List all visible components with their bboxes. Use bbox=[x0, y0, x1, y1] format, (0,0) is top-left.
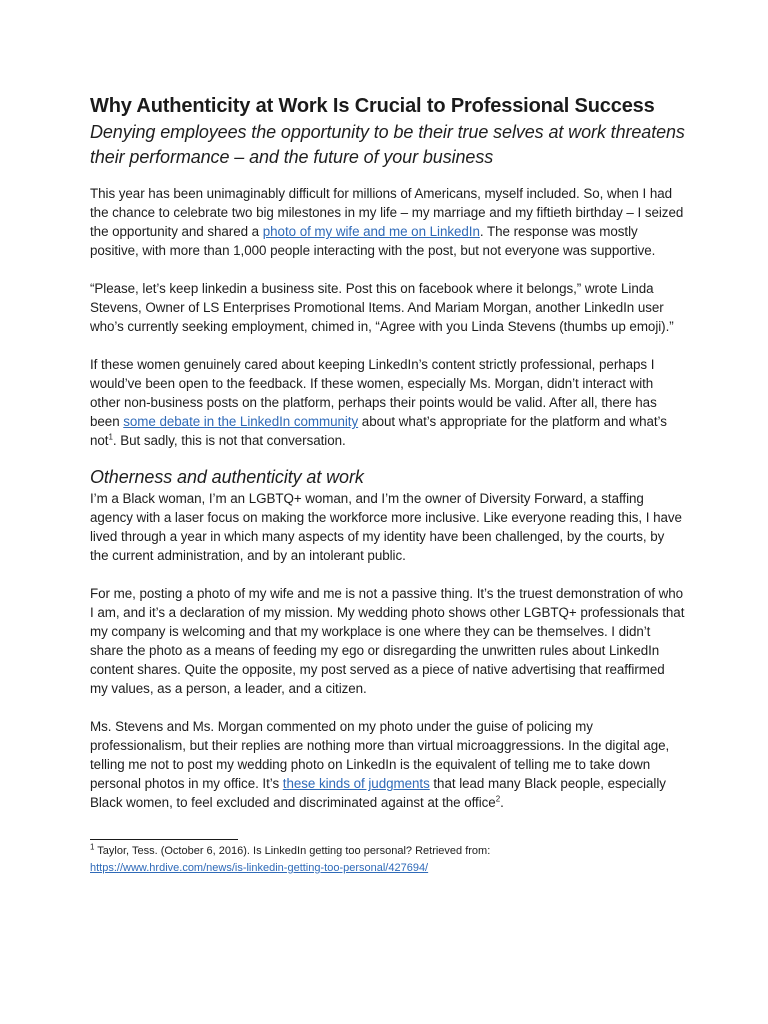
paragraph-1 bbox=[90, 184, 686, 260]
footnote-marker-1: 1 bbox=[90, 842, 95, 852]
linkedin-debate-link[interactable]: some debate in the LinkedIn community bbox=[123, 414, 359, 429]
paragraph-3-text-c: . But sadly, this is not that conversation. bbox=[112, 433, 346, 448]
article-title: Why Authenticity at Work Is Crucial to Professional Success bbox=[90, 95, 655, 117]
article-subtitle: Denying employees the opportunity to be their true selves at work threatens their performance – and the future of your business bbox=[90, 122, 685, 167]
judgments-link[interactable]: these kinds of judgments bbox=[282, 776, 430, 791]
paragraph-5: For me, posting a photo of my wife and me is not a passive thing. It’s the truest demonstration of who I am, and it’s a declaration of my mission. My wedding photo shows other LGBTQ+ professionals that my company is welcoming and that my workplace is one where they can be themselves. I didn’t share the photo as a means of feeding my ego or disregarding the unwritten rules about LinkedIn content shares. Quite the opposite, my post served as a piece of native advertising that reaffirmed my values, as a person, a leader, and a citizen. bbox=[90, 586, 685, 696]
paragraph-3-text-b: about what’s appropriate for the platform and what’s not bbox=[90, 414, 667, 448]
paragraph-3 bbox=[90, 355, 686, 450]
paragraph-6-text-c: . bbox=[500, 795, 504, 810]
paragraph-6 bbox=[90, 717, 686, 812]
paragraph-3-text-a: If these women genuinely cared about keeping LinkedIn’s content strictly professional, perhaps I would’ve been open to the feedback. If these women, especially Ms. Morgan, didn’t interact with other non-business posts on the platform, perhaps their points would be valid. After all, there has been bbox=[90, 357, 657, 429]
footnote-ref-1: 1 bbox=[108, 432, 113, 442]
paragraph-2: “Please, let’s keep linkedin a business site. Post this on facebook where it belongs,” wrote Linda Stevens, Owner of LS Enterprises Promotional Items. And Mariam Morgan, another LinkedIn user who’s currently seeking employment, chimed in, “Agree with you Linda Stevens (thumbs up emoji).” bbox=[90, 281, 674, 334]
footnote-url-link[interactable]: https://www.hrdive.com/news/is-linkedin-getting-too-personal/427694/ bbox=[90, 862, 429, 874]
wedding-photo-link[interactable]: photo of my wife and me on LinkedIn bbox=[262, 224, 480, 239]
paragraph-4: I’m a Black woman, I’m an LGBTQ+ woman, and I’m the owner of Diversity Forward, a staffing agency with a laser focus on making the workforce more inclusive. Like everyone reading this, I have lived through a year in which many aspects of my identity have been challenged, by the courts, by the current administration, and by an intolerant public. bbox=[90, 491, 682, 563]
paragraph-6-text-b: that lead many Black people, especially Black women, to feel excluded and discriminated against at the office bbox=[90, 776, 666, 810]
paragraph-1-text-b: . The response was mostly positive, with more than 1,000 people interacting with the post, but not everyone was supportive. bbox=[90, 224, 656, 258]
footnote-ref-2: 2 bbox=[495, 794, 501, 804]
paragraph-1-text-a: This year has been unimaginably difficult for millions of Americans, myself included. So, when I had the chance to celebrate two big milestones in my life – my marriage and my fiftieth birthday – I seized the opportunity and shared a bbox=[90, 186, 684, 239]
footnote-text: Taylor, Tess. (October 6, 2016). Is LinkedIn getting too personal? Retrieved from: bbox=[94, 845, 491, 857]
article-body bbox=[90, 92, 686, 877]
footnote-divider bbox=[90, 839, 238, 840]
section-heading: Otherness and authenticity at work bbox=[90, 467, 364, 487]
footnote-1 bbox=[90, 843, 686, 877]
paragraph-6-text-a: Ms. Stevens and Ms. Morgan commented on my photo under the guise of policing my professionalism, but their replies are nothing more than virtual microaggressions. In the digital age, telling me not to post my wedding photo on LinkedIn is the equivalent of telling me to take down personal photos in my office. It’s bbox=[90, 719, 670, 791]
